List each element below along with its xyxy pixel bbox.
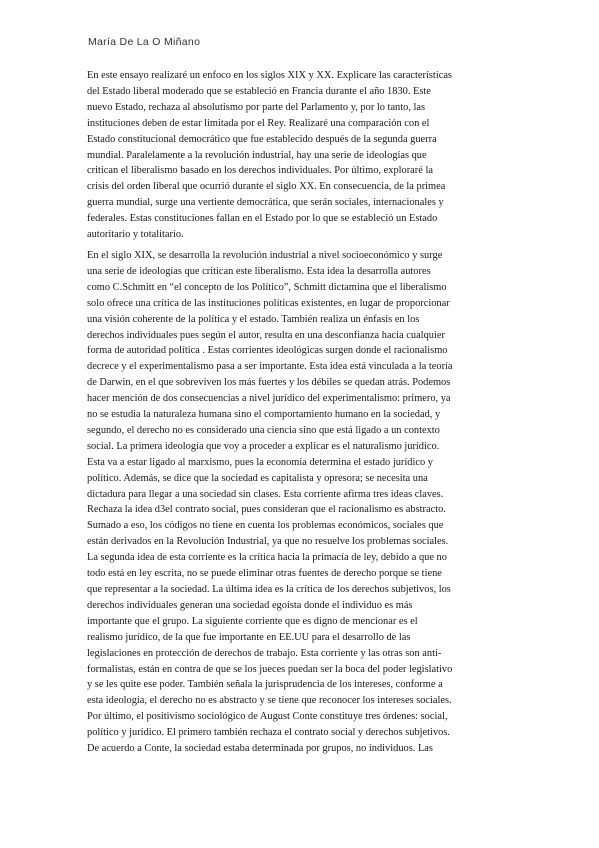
- text-line: formalistas, están en contra de que se los jueces puedan ser la boca del poder legislativo: [87, 663, 453, 675]
- essay-body: [87, 68, 515, 762]
- text-line: una serie de ideologías que critican este liberalismo. Esta idea la desarrolla autores: [87, 265, 431, 277]
- text-line: La segunda idea de esta corriente es la crítica hacia la primacía de ley, debido a que no: [87, 552, 447, 564]
- text-line: forma de autoridad política . Estas corrientes ideológicas surgen donde el racionalismo: [87, 345, 448, 357]
- text-line: derechos individuales pues según el autor, resulta en una desconfianza hacia cualquier: [87, 329, 445, 341]
- text-line: Por último, el positivismo sociológico de August Conte constituye tres órdenes: social,: [87, 711, 448, 723]
- text-line: político y jurídico. El primero también rechaza el contrato social y derechos subjetivos.: [87, 727, 450, 739]
- text-line: derechos individuales generan una sociedad egoísta donde el individuo es más: [87, 599, 413, 611]
- text-line: Sumado a eso, los códigos no tiene en cuenta los problemas económicos, sociales que: [87, 520, 444, 532]
- text-line: esta ideología, el derecho no es abstracto y se tiene que reconocer los intereses sociales.: [87, 695, 452, 707]
- text-line: instituciones deben de estar limitada por el Rey. Realizaré una comparación con el: [87, 117, 430, 129]
- text-line: De acuerdo a Conte, la sociedad estaba determinada por grupos, no individuos. Las: [87, 743, 433, 755]
- text-line: de Darwin, en el que sobreviven los más fuertes y los débiles se quedan atrás. Podemos: [87, 377, 451, 389]
- text-line: no se estudia la naturaleza humana sino el comportamiento humano en la sociedad, y: [87, 409, 441, 421]
- text-line: En este ensayo realizaré un enfoco en los siglos XIX y XX. Explicare las características: [87, 70, 452, 81]
- text-line: Esta va a estar ligado al marxismo, pues la economía determina el estado jurídico y: [87, 456, 433, 468]
- text-line: hacer mención de dos consecuencias a nivel jurídico del experimentalismo: primero, ya: [87, 393, 451, 405]
- text-line: realismo jurídico, de la que fue importante en EE.UU para el desarrollo de las: [87, 631, 411, 643]
- text-line: Rechaza la idea d3el contrato social, pues consideran que el racionalismo es abstracto.: [87, 504, 446, 516]
- text-line: guerra mundial, surge una vertiente democrática, que serán sociales, internacionales y: [87, 197, 444, 209]
- text-line: crisis del orden liberal que ocurrió durante el siglo XX. En consecuencia, de la primea: [87, 181, 446, 193]
- author-header: María De La O Miñano: [88, 36, 201, 48]
- text-line: critican el liberalismo basado en los derechos individuales. Por último, exploraré la: [87, 165, 433, 177]
- text-line: decrece y el experimentalismo pasa a ser importante. Esta idea está vinculada a la teoría: [87, 361, 453, 373]
- paragraph-intro: [87, 68, 515, 243]
- text-line: segundo, el derecho no es considerado una ciencia sino que está ligado a un contexto: [87, 424, 440, 436]
- text-line: una visión coherente de la política y el estado. También realiza un énfasis en los: [87, 313, 420, 325]
- text-line: mundial. Paralelamente a la revolución industrial, hay una serie de ideologías que: [87, 149, 427, 161]
- text-line: Estado constitucional democrático que fue establecido después de la segunda guerra: [87, 133, 437, 145]
- text-line: dictadura para llegar a una sociedad sin clases. Esta corriente afirma tres ideas claves.: [87, 488, 444, 500]
- paragraph-siglo-xix: [87, 248, 515, 757]
- text-line: legislaciones en protección de derechos de trabajo. Esta corriente y las otras son anti-: [87, 647, 442, 659]
- text-line: federales. Estas constituciones fallan en el Estado por lo que se estableció un Estado: [87, 213, 438, 225]
- text-line: En el siglo XIX, se desarrolla la revolución industrial a nivel socioeconómico y surge: [87, 249, 443, 261]
- text-line: del Estado liberal moderado que se estableció en Francia durante el año 1830. Este: [87, 85, 431, 97]
- text-line: están derivados en la Revolución Industrial, ya que no resuelve los problemas sociales.: [87, 536, 449, 548]
- text-line: político. Además, se dice que la sociedad es capitalista y opresora; se necesita una: [87, 472, 428, 484]
- text-line: social. La primera ideología que voy a proceder a explicar es el naturalismo jurídico.: [87, 440, 440, 452]
- text-line: y se les quite ese poder. También señala la jurisprudencia de los intereses, conforme a: [87, 679, 443, 691]
- text-line: que representar a la sociedad. La última idea es la crítica de los derechos subjetivos, los: [87, 584, 451, 595]
- text-line: importante que el grupo. La siguiente corriente que es digno de mencionar es el: [87, 615, 418, 627]
- text-line: como C.Schmitt en “el concepto de los Político”, Schmitt dictamina que el liberalismo: [87, 281, 447, 293]
- text-line: todo está en ley escrita, no se puede eliminar otras fuentes de derecho porque se tiene: [87, 568, 442, 580]
- text-line: solo ofrece una crítica de las instituciones políticas existentes, en lugar de proporcionar: [87, 297, 450, 309]
- text-line: nuevo Estado, rechaza al absolutismo por parte del Parlamento y, por lo tanto, las: [87, 101, 426, 113]
- text-line: autoritario y totalitario.: [87, 229, 184, 241]
